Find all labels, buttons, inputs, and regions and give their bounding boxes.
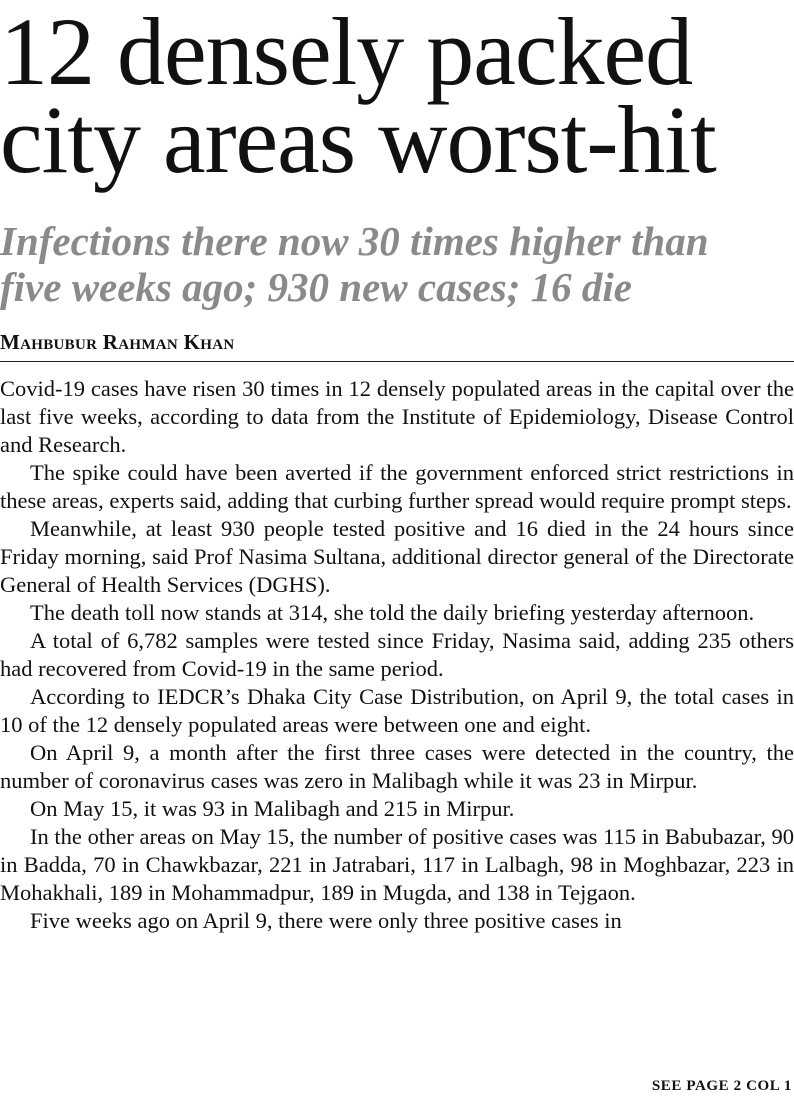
paragraph-9: In the other areas on May 15, the number of positive cases was 115 in Babubazar, 90 in Badda, 70 in Chawkbazar, 221 in Jatrabari, 117 in Lalbagh, 98 in Moghbazar, 223 in Mohakhali, 189 in Mohammadpur, 189 in Mugda, and 138 in Tejgaon. — [0, 824, 794, 905]
subheadline-line-1: Infections there now 30 times higher than — [0, 218, 709, 264]
byline: Mahbubur Rahman Khan — [0, 330, 235, 354]
paragraph-8: On May 15, it was 93 in Malibagh and 215 in Mirpur. — [30, 796, 515, 821]
paragraph-3: Meanwhile, at least 930 people tested positive and 16 died in the 24 hours since Friday morning, said Prof Nasima Sultana, additional director general of the Directorate General of Health Services (DGHS). — [0, 516, 794, 597]
paragraph-2: The spike could have been averted if the government enforced strict restrictions in these areas, experts said, adding that curbing further spread would require prompt steps. — [0, 460, 794, 513]
paragraph-5: A total of 6,782 samples were tested since Friday, Nasima said, adding 235 others had recovered from Covid-19 in the same period. — [0, 628, 794, 681]
article-body — [0, 375, 794, 935]
subheadline-line-2: five weeks ago; 930 new cases; 16 die — [0, 264, 632, 310]
subheadline — [0, 218, 794, 310]
paragraph-6: According to IEDCR’s Dhaka City Case Distribution, on April 9, the total cases in 10 of the 12 densely populated areas were between one and eight. — [0, 684, 794, 737]
paragraph-4: The death toll now stands at 314, she told the daily briefing yesterday afternoon. — [30, 600, 755, 625]
headline-line-2: city areas worst-hit — [0, 86, 716, 193]
byline-divider — [0, 361, 794, 362]
headline-line-1: 12 densely packed — [0, 0, 693, 105]
paragraph-7: On April 9, a month after the first three cases were detected in the country, the number of coronavirus cases was zero in Malibagh while it was 23 in Mirpur. — [0, 740, 794, 793]
headline — [0, 0, 794, 193]
continued-jump-line: SEE PAGE 2 COL 1 — [651, 1078, 792, 1094]
paragraph-1: Covid-19 cases have risen 30 times in 12 densely populated areas in the capital over the last five weeks, according to data from the Institute of Epidemiology, Disease Control and Research. — [0, 376, 794, 457]
paragraph-10: Five weeks ago on April 9, there were only three positive cases in — [30, 908, 622, 933]
